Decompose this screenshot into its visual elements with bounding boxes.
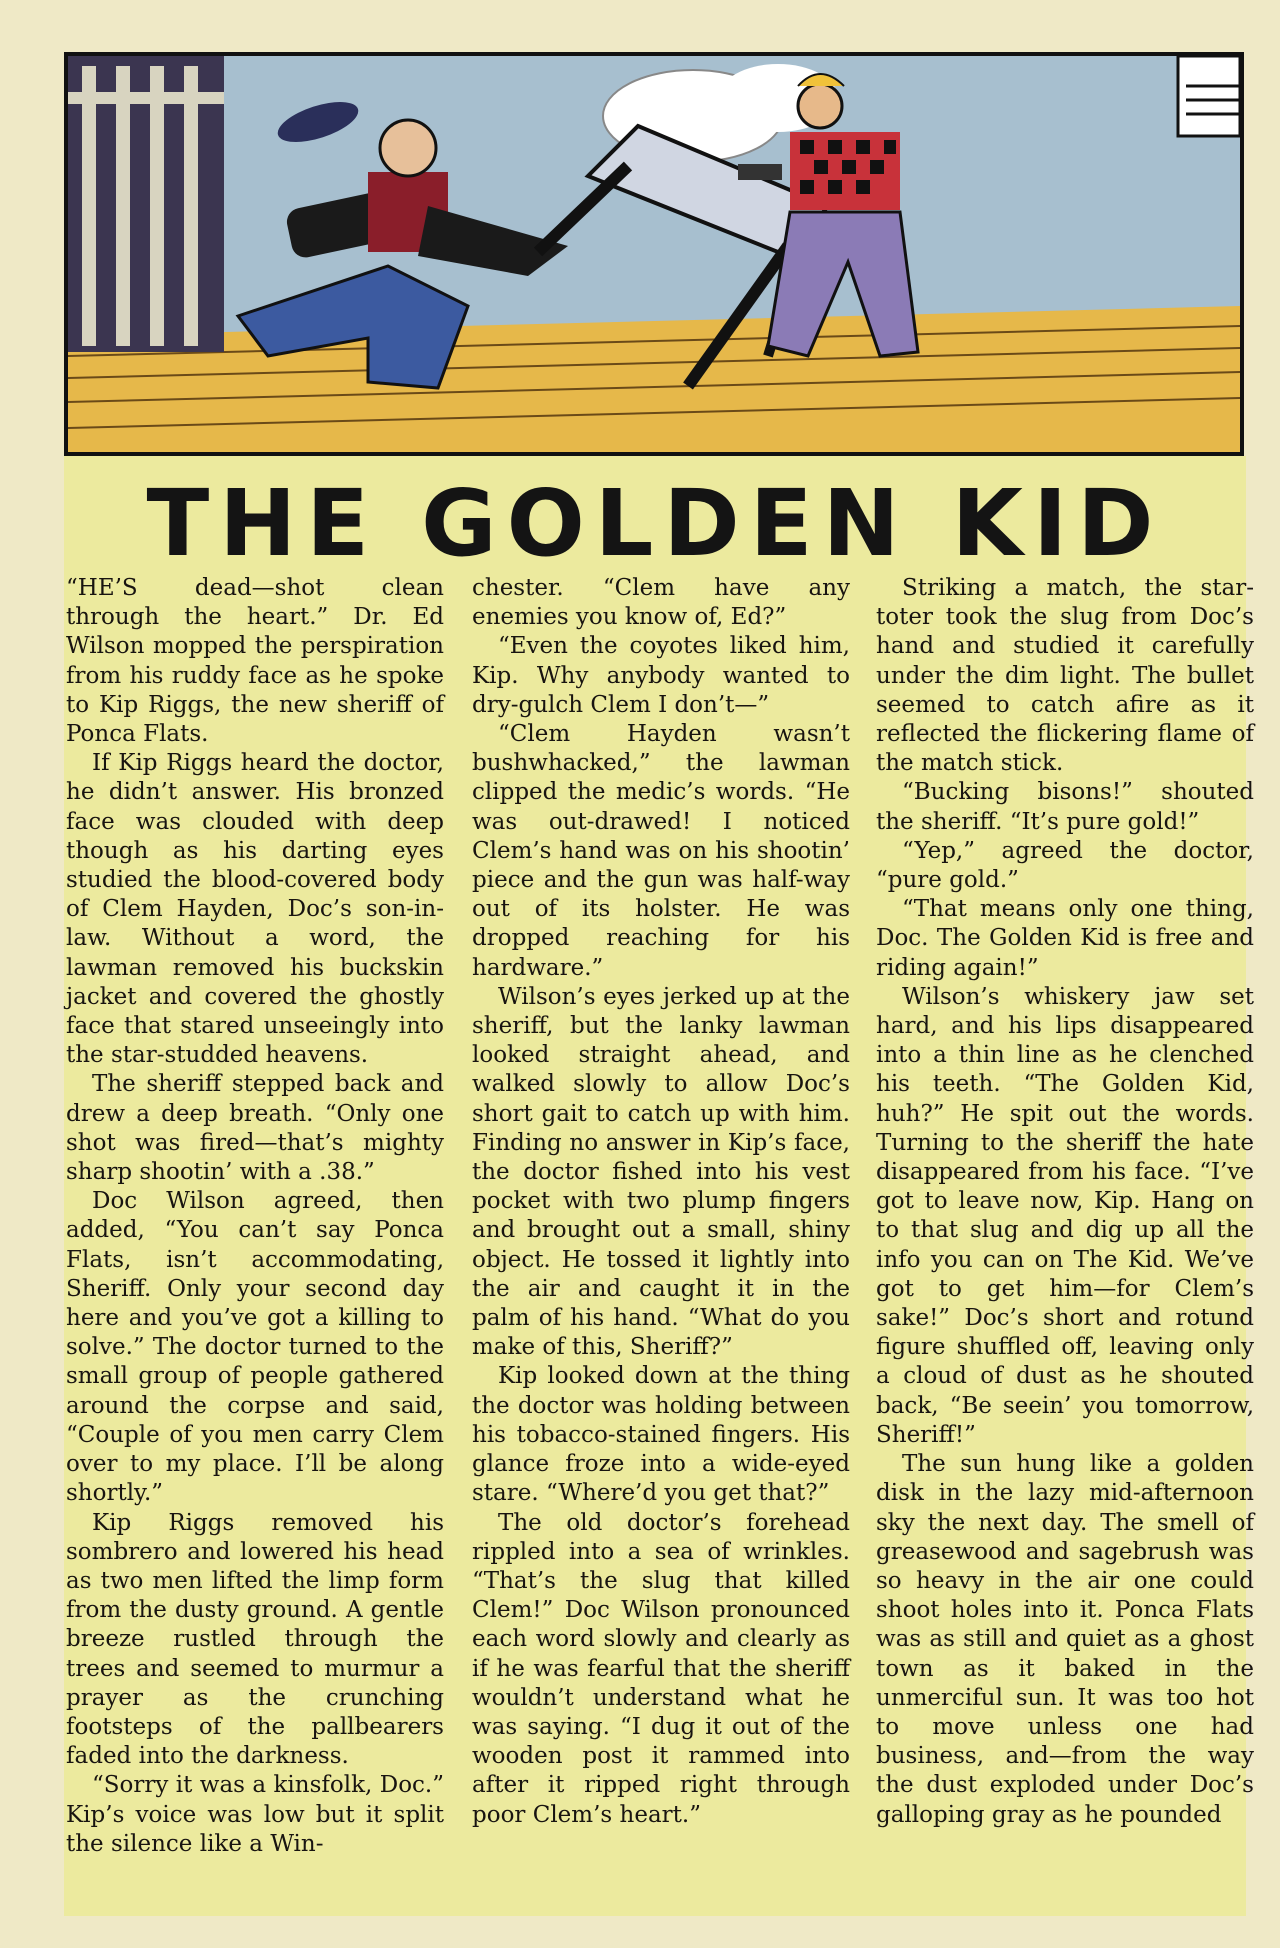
paragraph: chester. “Clem have any enemies you know of, Ed?” <box>472 575 850 631</box>
paragraph: “Yep,” agreed the doctor, “pure gold.” <box>876 837 1254 894</box>
paragraph: If Kip Riggs heard the doctor, he didn’t answer. His bronzed face was clouded with deep though as his darting eyes studied the blood-covered body of Clem Hayden, Doc’s son-in-law. Without a word, the lawman removed his buckskin jacket and covered the ghostly face that stared unseeingly into the star-studded heavens. <box>66 750 444 1069</box>
paragraph: Kip Riggs removed his sombrero and lowered his head as two men lifted the limp form from the dusty ground. A gentle breeze rustled through the trees and seemed to murmur a prayer as the crunching footsteps of the pallbearers faded into the darkness. <box>66 1509 444 1770</box>
paragraph: The old doctor’s forehead rippled into a sea of wrinkles. “That’s the slug that killed Clem!” Doc Wilson pronounced each word slowly and clearly as if he was fearful that the sheriff wouldn’t understand what he was saying. “I dug it out of the wooden post it rammed into after it ripped right through poor Clem’s heart.” <box>472 1509 850 1828</box>
text-column-2 <box>472 574 850 1830</box>
paragraph: “Bucking bisons!” shouted the sheriff. “It’s pure gold!” <box>876 779 1254 835</box>
text-column-3 <box>876 574 1254 1830</box>
paragraph: Wilson’s whiskery jaw set hard, and his lips disappeared into a thin line as he clenched his teeth. “The Golden Kid, huh?” He spit out the words. Turning to the sheriff the hate disappeared from his face. “I’ve got to leave now, Kip. Hang on to that slug and dig up all the info you can on The Kid. We’ve got to get him—for Clem’s sake!” Doc’s short and rotund figure shuffled off, leaving only a cloud of dust as he shouted back, “Be seein’ you tomorrow, Sheriff!” <box>876 983 1254 1448</box>
paragraph: Striking a match, the star-toter took the slug from Doc’s hand and studied it carefully under the dim light. The bullet seemed to catch afire as it reflected the flickering flame of the match stick. <box>876 575 1254 777</box>
text-column-1 <box>66 574 444 1859</box>
paragraph: The sun hung like a golden disk in the lazy mid-afternoon sky the next day. The smell of greasewood and sagebrush was so heavy in the air one could shoot holes into it. Ponca Flats was as still and quiet as a ghost town as it baked in the unmerciful sun. It was too hot to move unless one had business, and—from the way the dust exploded under Doc’s galloping gray as he pounded <box>876 1451 1254 1828</box>
illustration-panel <box>64 52 1244 456</box>
saloon-shootout-illustration <box>68 56 1240 452</box>
story-title: THE GOLDEN KID <box>146 470 1164 577</box>
paragraph: “HE’S dead—shot clean through the heart.” Dr. Ed Wilson mopped the perspiration from his ruddy face as he spoke to Kip Riggs, the new sheriff of Ponca Flats. <box>66 575 444 748</box>
paragraph: Kip looked down at the thing the doctor was holding between his tobacco-stained fingers. His glance froze into a wide-eyed stare. “Where’d you get that?” <box>472 1363 850 1507</box>
paragraph: The sheriff stepped back and drew a deep breath. “Only one shot was fired—that’s mighty sharp shootin’ with a .38.” <box>66 1071 444 1186</box>
paragraph: “Even the coyotes liked him, Kip. Why anybody wanted to dry-gulch Clem I don’t—” <box>472 633 850 718</box>
paragraph: Wilson’s eyes jerked up at the sheriff, but the lanky lawman looked straight ahead, and walked slowly to allow Doc’s short gait to catch up with him. Finding no answer in Kip’s face, the doctor fished into his vest pocket with two plump fingers and brought out a small, shiny object. He tossed it lightly into the air and caught it in the palm of his hand. “What do you make of this, Sheriff?” <box>472 983 850 1361</box>
paragraph: Doc Wilson agreed, then added, “You can’t say Ponca Flats, isn’t accommodating, Sheriff. Only your second day here and you’ve got a killing to solve.” The doctor turned to the small group of people gathered around the corpse and said, “Couple of you men carry Clem over to my place. I’ll be along shortly.” <box>66 1188 444 1507</box>
paragraph: “Sorry it was a kinsfolk, Doc.” Kip’s voice was low but it split the silence like a Win- <box>66 1772 444 1857</box>
paragraph: “Clem Hayden wasn’t bushwhacked,” the lawman clipped the medic’s words. “He was out-drawed! I noticed Clem’s hand was on his shootin’ piece and the gun was half-way out of its holster. He was dropped reaching for his hardware.” <box>472 721 850 981</box>
paragraph: “That means only one thing, Doc. The Golden Kid is free and riding again!” <box>876 896 1254 981</box>
